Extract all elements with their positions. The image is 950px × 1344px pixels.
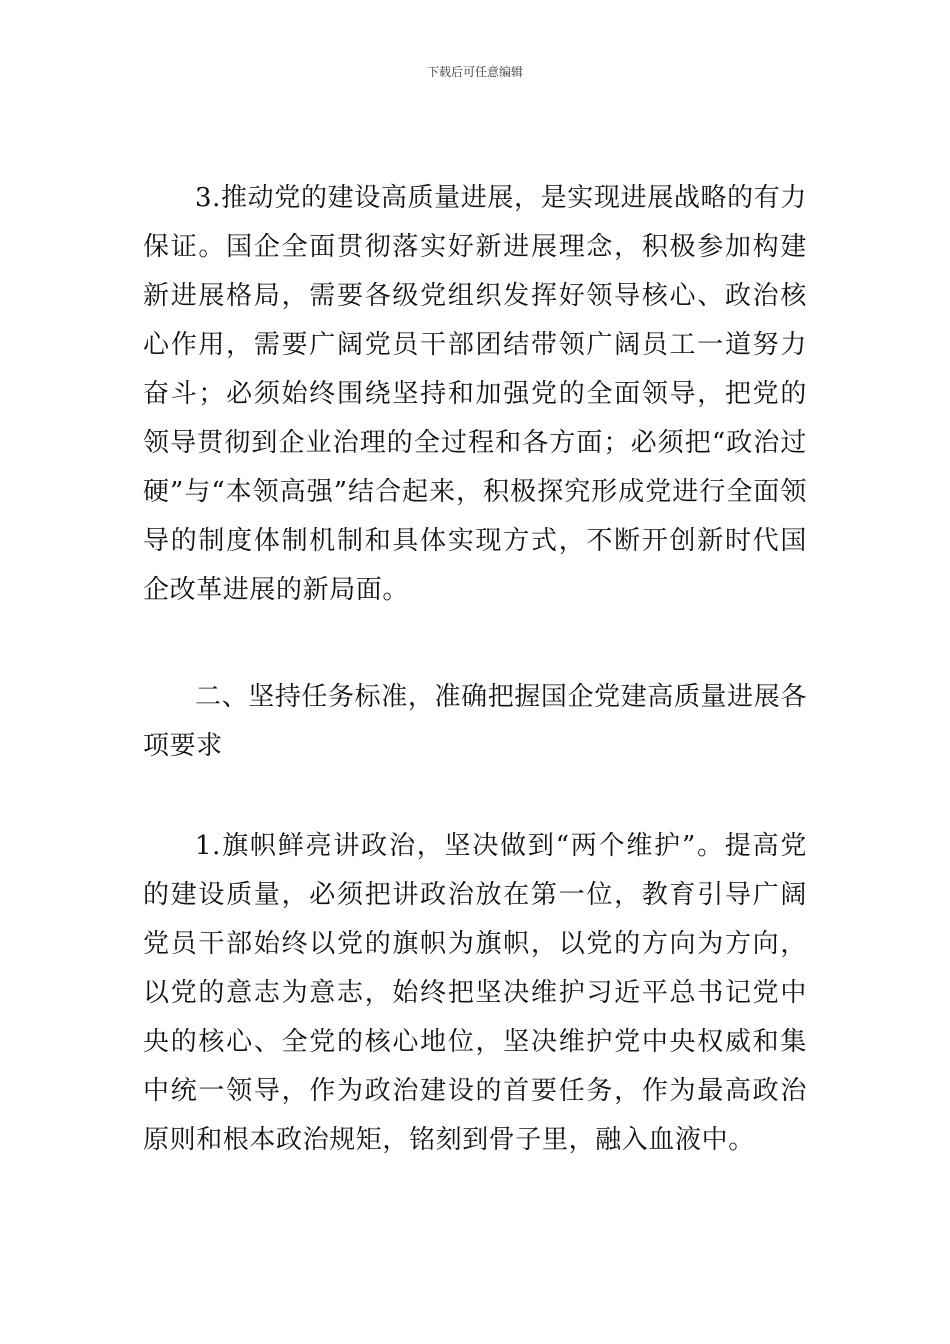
paragraph-point-1: 1.旗帜鲜亮讲政治，坚决做到“两个维护”。提高党的建设质量，必须把讲政治放在第一位，教育引导广阔党员干部始终以党的旗帜为旗帜，以党的方向为方向，以党的意志为意志，始终把坚决维护习近平总书记党中央的核心、全党的核心地位，坚决维护党中央权威和集中统一领导，作为政治建设的首要任务，作为最高政治原则和根本政治规矩，铭刻到骨子里，融入血液中。 bbox=[143, 831, 807, 1155]
section-heading-2: 二、坚持任务标准，准确把握国企党建高质量进展各项要求 bbox=[143, 682, 807, 761]
header-note: 下载后可任意编辑 bbox=[426, 65, 523, 79]
paragraph-point-3: 3.推动党的建设高质量进展，是实现进展战略的有力保证。国企全面贯彻落实好新进展理念，积极参加构建新进展格局，需要各级党组织发挥好领导核心、政治核心作用，需要广阔党员干部团结带领广阔员工一道努力奋斗；必须始终围绕坚持和加强党的全面领导，把党的领导贯彻到企业治理的全过程和各方面；必须把“政治过硬”与“本领高强”结合起来，积极探究形成党进行全面领导的制度体制机制和具体实现方式，不断开创新时代国企改革进展的新局面。 bbox=[143, 183, 807, 605]
